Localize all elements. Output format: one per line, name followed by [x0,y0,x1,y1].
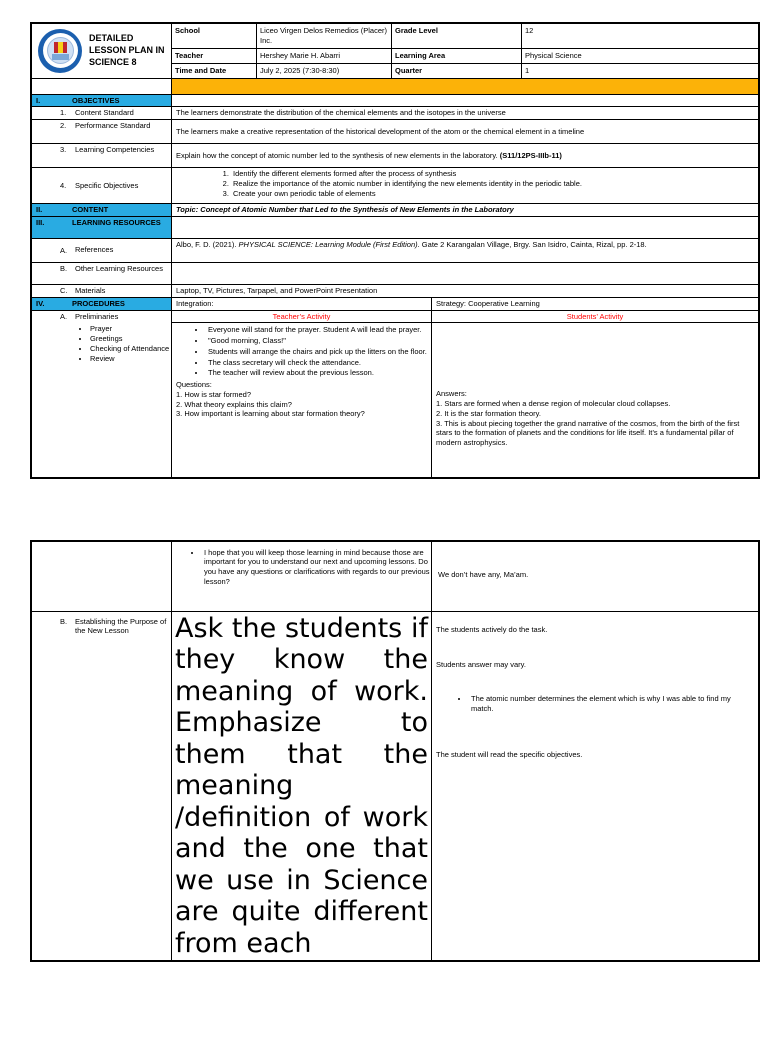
grade-level-label: Grade Level [392,24,522,48]
school-label: School [172,24,257,48]
teacher-activity-list [206,325,427,378]
title-cell [32,24,172,78]
competency-code: (S11/12PS-IIIb-11) [499,150,562,160]
learning-competencies-label [32,144,172,167]
students-activity-column [432,311,758,477]
teachers-activity-column [172,311,432,477]
specific-objective-item: 2. Realize the importance of the atomic number in identifying the new elements identity in the periodic table. [231,179,754,189]
section-title: LEARNING RESOURCES [72,217,161,227]
item-label: Preliminaries [75,311,119,321]
recap-bullet-list [202,548,431,587]
item-number: B. [60,616,68,626]
recap-left-empty-cell [32,542,172,611]
seal-core [47,37,74,64]
header-row-teacher [172,49,758,64]
materials-text: Laptop, TV, Pictures, Tarpapel, and PowerPoint Presentation [176,285,378,295]
document-title: DETAILED LESSON PLAN IN SCIENCE 8 [89,33,165,67]
row-materials [32,285,758,298]
students-activity-body [432,323,758,476]
header-block [32,24,758,79]
row-recap [32,542,758,612]
procedures-section-label [32,298,172,310]
student-response-bullet-list [469,694,754,714]
answers-label: Answers: [436,389,467,399]
teacher-activity-item: • Everyone will stand for the prayer. Student A will lead the prayer. [206,325,427,335]
teacher-activity-item: • "Good morning, Class!" [206,336,427,346]
citation-publisher: . Gate 2 Karangalan Village, Brgy. San Isidro, Cainta, Rizal, pp. 2-18. [417,239,647,249]
page-gap [0,479,768,540]
question-line: 3. How important is learning about star formation theory? [176,409,365,419]
item-label: Establishing the Purpose of the New Lesson [75,616,167,636]
learning-area-value: Physical Science [525,51,582,60]
preliminary-item: • Checking of Attendance [90,344,171,354]
specific-objective-item: 3. Create your own periodic table of elements [231,189,754,199]
school-seal-icon [38,29,82,73]
row-objectives [32,95,758,108]
row-learning-resources [32,217,758,239]
row-learning-competencies [32,144,758,168]
item-number: B. [60,263,68,273]
content-standard-text: The learners demonstrate the distribution of the chemical elements and the isotopes in the universe [176,108,506,118]
quarter-value: 1 [525,65,530,75]
specific-objectives-list-cell [172,168,758,203]
seal-crest [54,42,67,53]
yellow-row-left-cell [32,79,172,94]
citation-author: Albo, F. D. (2021). [176,239,239,249]
row-performance-standard [32,120,758,144]
section-title: OBJECTIVES [72,95,120,105]
item-label: Performance Standard [75,121,151,130]
objectives-section-label [32,95,172,107]
performance-standard-label [32,120,172,143]
preliminaries-list [90,324,171,363]
specific-objective-item: 1. Identify the different elements formed after the process of synthesis [231,169,754,179]
teachers-activity-body [172,323,431,476]
content-section-label [32,204,172,216]
teacher-activity-item: • The class secretary will check the attendance. [206,358,427,368]
seal-base [52,54,69,60]
citation-title: PHYSICAL SCIENCE: Learning Module (First Edition) [238,239,418,249]
questions-label: Questions: [176,380,212,389]
row-procedures [32,298,758,311]
preliminaries-label [32,311,171,323]
section-numeral: III. [36,217,45,227]
row-specific-objectives [32,168,758,204]
students-activity-heading: Students’ Activity [432,311,758,324]
time-date-value: July 2, 2025 (7:30-8:30) [257,64,392,78]
learning-competencies-text [172,144,758,167]
student-response-line: The student will read the specific objectives. [436,749,583,759]
question-line: 1. How is star formed? [176,389,252,399]
row-activities [32,311,758,477]
section-title: PROCEDURES [72,298,125,308]
preliminary-item: • Review [90,354,171,364]
objectives-empty-cell [172,95,758,107]
teacher-value: Hershey Marie H. Abarri [257,49,392,63]
item-label: Other Learning Resources [75,263,163,273]
questions-block [176,380,427,419]
item-number: A. [60,245,68,255]
lesson-plan-page-1 [30,22,760,479]
teacher-activity-item: • The teacher will review about the previous lesson. [206,368,427,378]
header-row-school [172,24,758,49]
quarter-label: Quarter [392,64,522,78]
student-response-bullet: • The atomic number determines the element which is why I was able to find my match. [469,694,754,714]
question-line: 2. What theory explains this claim? [176,399,292,409]
references-citation [172,239,758,262]
lesson-plan-page-2 [30,540,760,963]
other-resources-label [32,263,172,284]
section-title: CONTENT [72,205,109,214]
header-table [172,24,758,78]
item-number: C. [60,285,68,295]
school-value: Liceo Virgen Delos Remedios (Placer) Inc. [257,24,392,48]
teacher-label: Teacher [172,49,257,63]
answer-line: 2. It is the star formation theory. [436,408,541,418]
recap-teacher-cell [172,542,432,611]
item-number: 4. [60,181,67,191]
row-other-resources [32,263,758,285]
seal-inner-ring [43,33,78,68]
item-label: Materials [75,285,106,295]
establishing-students-cell [432,612,758,961]
item-label: References [75,245,114,255]
answer-line: 1. Stars are formed when a dense region of molecular cloud collapses. [436,399,671,408]
item-number: 3. [60,145,67,154]
item-number: A. [60,311,68,321]
row-content-standard [32,107,758,120]
header-row-time [172,64,758,78]
recap-bullet-item: • I hope that you will keep those learning in mind because those are important for you to understand our next and upcoming lessons. Do you have any questions or clarifications with regards to our previous lesson? [202,548,431,587]
student-response-line: The students actively do the task. [436,624,548,634]
learning-resources-section-label [32,217,172,238]
section-numeral: I. [36,95,41,105]
item-label: Specific Objectives [75,180,139,190]
item-label: Learning Competencies [75,145,155,154]
yellow-bar-row [32,79,758,95]
content-standard-label [32,107,172,119]
row-establishing-purpose [32,612,758,961]
teacher-activity-item: • Students will arrange the chairs and pick up the litters on the floor. [206,347,427,357]
specific-objectives-label [32,168,172,203]
integration-cell: Integration: [172,298,432,310]
yellow-bar [172,79,758,94]
references-label [32,239,172,262]
materials-label [32,285,172,297]
recap-student-answer: We don’t have any, Ma’am. [438,569,529,579]
answer-line: 3. This is about piecing together the grand narrative of the cosmos, from the birth of the first stars to the formation of planets and the conditions for life itself. It’s a fundamental pillar of modern astrophysics. [436,418,740,447]
item-number: 2. [60,121,67,130]
competency-text [176,151,562,161]
student-response-line: Students answer may vary. [436,660,526,670]
item-number: 1. [60,108,67,118]
section-numeral: II. [36,205,43,214]
learning-resources-empty-cell [172,217,758,238]
preliminaries-cell [32,311,172,477]
row-references [32,239,758,263]
learning-area-label: Learning Area [392,49,522,63]
section-numeral: IV. [36,298,45,308]
row-content [32,204,758,217]
performance-standard-text: The learners make a creative representation of the historical development of the atom or the chemical element in a timeline [176,126,585,136]
strategy-cell: Strategy: Cooperative Learning [436,298,540,308]
establishing-label [32,612,172,961]
other-resources-empty-cell [172,263,758,284]
teachers-activity-heading: Teacher’s Activity [172,311,431,324]
establishing-big-text: Ask the students if they know the meaning of work. Emphasize to them that the meaning /definition of work and the one that we use in Science are quite different from each [172,612,432,961]
competency-sentence: Explain how the concept of atomic number led to the synthesis of new elements in the laboratory. [176,150,500,160]
grade-level-value: 12 [525,26,534,35]
preliminary-item: • Prayer [90,324,171,334]
specific-objectives-list [176,169,754,198]
preliminary-item: • Greetings [90,334,171,344]
item-label: Content Standard [75,108,134,118]
time-date-label: Time and Date [172,64,257,78]
content-topic: Topic: Concept of Atomic Number that Led to the Synthesis of New Elements in the Laboratory [176,205,514,214]
